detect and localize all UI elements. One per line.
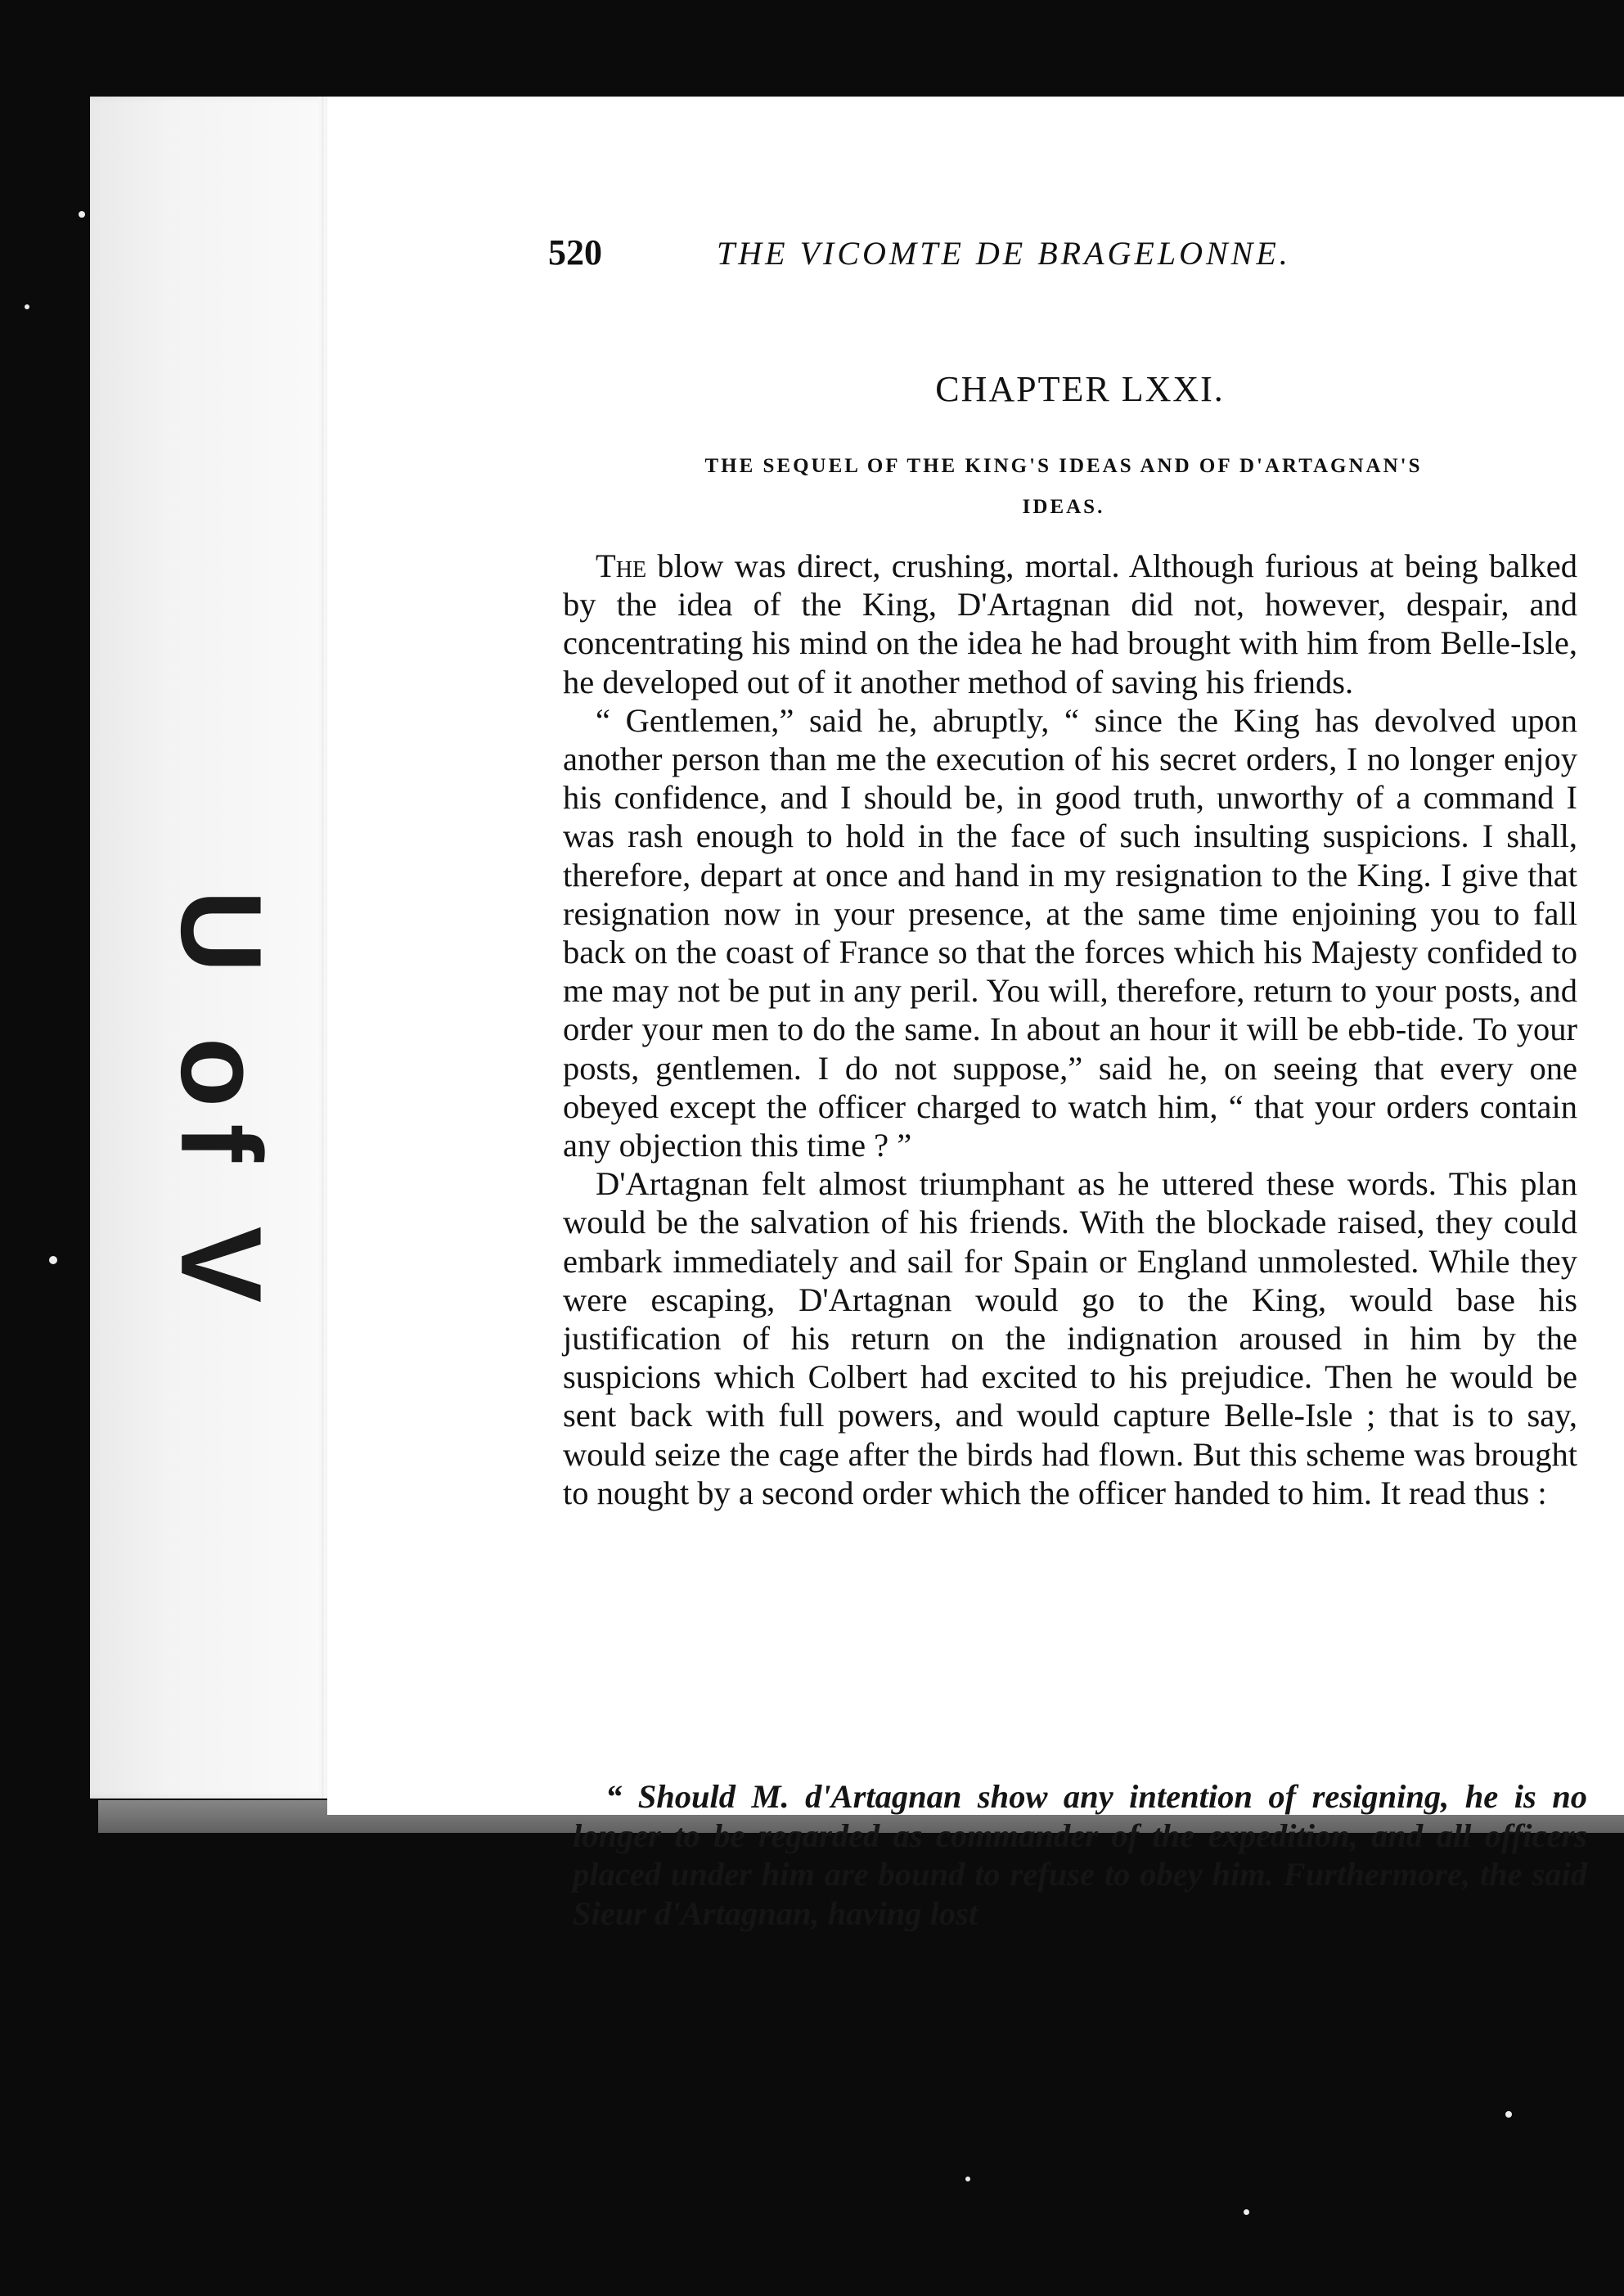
- chapter-title-line-1: THE SEQUEL OF THE KING'S IDEAS AND OF D'ARTAGNAN'S: [704, 455, 1423, 477]
- library-stamp: [155, 889, 286, 1320]
- running-title: THE VICOMTE DE BRAGELONNE.: [717, 235, 1291, 272]
- chapter-title-line-2: IDEAS.: [1022, 496, 1105, 518]
- chapter-body: [563, 547, 1577, 1512]
- chapter-title: [573, 446, 1554, 528]
- dust-speck: [79, 211, 85, 218]
- page-number: 520: [548, 232, 602, 272]
- dust-speck: [1505, 2111, 1512, 2118]
- quoted-order-text: “ Should M. d'Artagnan show any intention of resigning, he is no longer to be regarded as commander of the expedition, and all officers placed under him are bound to refuse to obey him. Furthermore, the said Sieur d'Artagnan, having lost: [573, 1778, 1587, 1932]
- quoted-order: [573, 1777, 1587, 1933]
- paragraph-1: [563, 547, 1577, 701]
- paragraph-2: “ Gentlemen,” said he, abruptly, “ since the King has devolved upon another person than me the execution of his secret orders, I no longer enjoy his confidence, and I should be, in good truth, unworthy of a command I was rash enough to hold in the face of such insulting suspicions. I shall, therefore, depart at once and hand in my resignation to the King. I give that resignation now in your presence, at the same time enjoining you to fall back on the coast of France so that the forces which his Majesty confided to me may not be put in any peril. You will, therefore, return to your posts, and order your men to do the same. In about an hour it will be ebb-tide. To your posts, gentlemen. I do not suppose,” said he, on seeing that every one obeyed except the officer charged to watch him, “ that your orders contain any objection this time ? ”: [563, 701, 1577, 1164]
- dust-speck: [49, 1256, 57, 1264]
- dust-speck: [25, 304, 29, 309]
- dust-speck: [1244, 2209, 1249, 2215]
- running-head: [548, 232, 1391, 273]
- dust-speck: [965, 2177, 970, 2181]
- library-stamp-text: U of V: [157, 889, 286, 1320]
- chapter-number: CHAPTER LXXI.: [935, 369, 1225, 409]
- paragraph-1-text: blow was direct, crushing, mortal. Although furious at being balked by the idea of the King, D'Artagnan did not, however, despair, and concentrating his mind on the idea he had brought with him from Belle-Isle, he developed out of it another method of saving his friends.: [563, 547, 1577, 700]
- paragraph-lead-in: The: [596, 547, 647, 584]
- paragraph-3: D'Artagnan felt almost triumphant as he uttered these words. This plan would be the salvation of his friends. With the blockade raised, they could embark immediately and sail for Spain or England unmolested. While they were escaping, D'Artagnan would go to the King, would base his justification of his return on the indignation aroused in him by the suspicions which Colbert had excited to his prejudice. Then he would be sent back with full powers, and would capture Belle-Isle ; that is to say, would seize the cage after the birds had flown. But this scheme was brought to nought by a second order which the officer handed to him. It read thus :: [563, 1165, 1577, 1511]
